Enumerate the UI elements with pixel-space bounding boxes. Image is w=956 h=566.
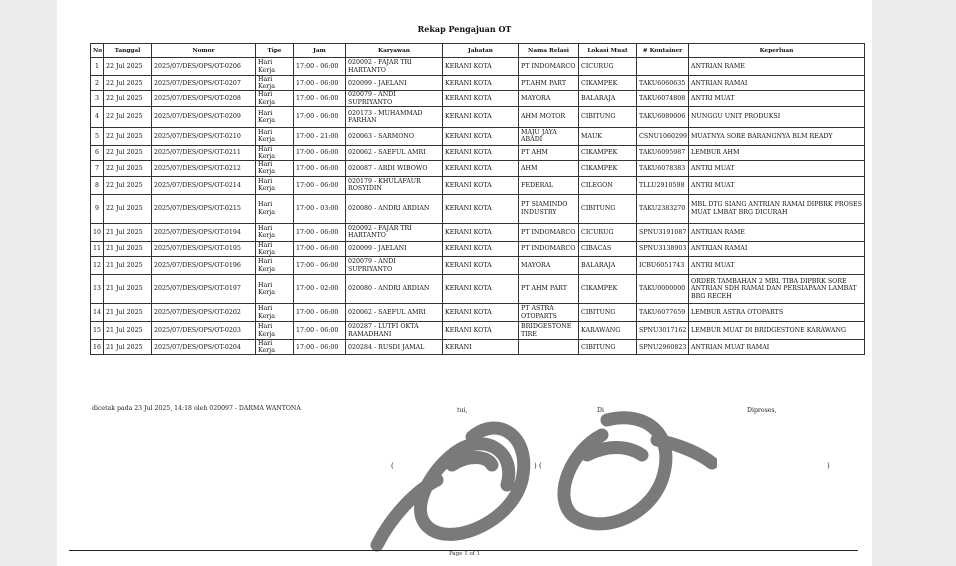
cell-karyawan: 020173 - MUHAMMAD FARHAN (346, 106, 443, 127)
cell-karyawan: 020080 - ANDRI ARDIAN (346, 275, 443, 304)
cell-keperluan: ANTRI MUAT (689, 257, 865, 275)
col-header-tanggal: Tanggal (104, 44, 152, 58)
col-header-jam: Jam (294, 44, 346, 58)
cell-no: 14 (91, 304, 104, 322)
cell-lokasi-muat: CICURUG (579, 58, 637, 76)
table-row (91, 241, 865, 256)
cell-kontainer: TAKU6089006 (637, 106, 689, 127)
cell-lokasi-muat: CIBITUNG (579, 194, 637, 223)
cell-karyawan: 020087 - ARDI WIBOWO (346, 161, 443, 176)
cell-tipe: Hari Kerja (256, 304, 294, 322)
cell-lokasi-muat: CILEGON (579, 176, 637, 194)
table-row (91, 91, 865, 106)
cell-tanggal: 22 Jul 2025 (104, 194, 152, 223)
cell-tipe: Hari Kerja (256, 161, 294, 176)
cell-lokasi-muat: CIKAMPEK (579, 145, 637, 160)
cell-nama-relasi: AHM MOTOR (519, 106, 579, 127)
cell-keperluan: LEMBUR ASTRA OTOPARTS (689, 304, 865, 322)
cell-tipe: Hari Kerja (256, 322, 294, 340)
col-header-lokasi-muat: Lokasi Muat (579, 44, 637, 58)
cell-kontainer: SPNU3017162 (637, 322, 689, 340)
cell-lokasi-muat: CIKAMPEK (579, 161, 637, 176)
cell-kontainer: TAKU6060635 (637, 76, 689, 91)
cell-tipe: Hari Kerja (256, 194, 294, 223)
cell-jam: 17:00 - 06:00 (294, 58, 346, 76)
cell-nama-relasi: PT SIAMINDO INDUSTRY (519, 194, 579, 223)
cell-jabatan: KERANI KOTA (443, 176, 519, 194)
cell-nomor: 2025/07/DES/OPS/OT-0212 (152, 161, 256, 176)
cell-keperluan: ANTRI MUAT (689, 161, 865, 176)
col-header-keperluan: Keperluan (689, 44, 865, 58)
cell-no: 1 (91, 58, 104, 76)
cell-no: 4 (91, 106, 104, 127)
cell-jam: 17:00 - 06:00 (294, 304, 346, 322)
cell-keperluan: ANTRIAN RAME (689, 58, 865, 76)
cell-no: 6 (91, 145, 104, 160)
cell-no: 2 (91, 76, 104, 91)
cell-karyawan: 020099 - JAELANI (346, 241, 443, 256)
cell-nomor: 2025/07/DES/OPS/OT-0197 (152, 275, 256, 304)
table-row (91, 176, 865, 194)
processed-label: Diproses, (747, 407, 777, 414)
cell-kontainer: TLLU2910598 (637, 176, 689, 194)
cell-jam: 17:00 - 06:00 (294, 76, 346, 91)
cell-nomor: 2025/07/DES/OPS/OT-0194 (152, 223, 256, 241)
cell-jam: 17:00 - 06:00 (294, 257, 346, 275)
cell-tipe: Hari Kerja (256, 275, 294, 304)
table-header-row (91, 44, 865, 58)
table-row (91, 322, 865, 340)
cell-keperluan: ANTRI MUAT (689, 176, 865, 194)
cell-kontainer: SPNU3191087 (637, 223, 689, 241)
cell-nomor: 2025/07/DES/OPS/OT-0196 (152, 257, 256, 275)
page-number: Page 1 of 1 (448, 551, 481, 557)
cell-nomor: 2025/07/DES/OPS/OT-0209 (152, 106, 256, 127)
table-row (91, 275, 865, 304)
cell-karyawan: 020062 - SAEFUL AMRI (346, 145, 443, 160)
table-row (91, 223, 865, 241)
cell-tanggal: 21 Jul 2025 (104, 322, 152, 340)
cell-jam: 17:00 - 02:00 (294, 275, 346, 304)
cell-jam: 17:00 - 06:00 (294, 91, 346, 106)
cell-lokasi-muat: BALARAJA (579, 257, 637, 275)
table-row (91, 145, 865, 160)
cell-jam: 17:00 - 06:00 (294, 145, 346, 160)
table-row (91, 257, 865, 275)
cell-keperluan: MUATNYA SORE BARANGNYA BLM READY (689, 127, 865, 145)
cell-keperluan: LEMBUR MUAT DI BRIDGESTONE KARAWANG (689, 322, 865, 340)
cell-lokasi-muat: CIBITUNG (579, 304, 637, 322)
cell-nama-relasi: PT AHM PART (519, 275, 579, 304)
cell-nomor: 2025/07/DES/OPS/OT-0214 (152, 176, 256, 194)
table-row (91, 106, 865, 127)
cell-jabatan: KERANI KOTA (443, 91, 519, 106)
cell-karyawan: 020080 - ANDRI ARDIAN (346, 194, 443, 223)
cell-nomor: 2025/07/DES/OPS/OT-0195 (152, 241, 256, 256)
cell-jabatan: KERANI KOTA (443, 145, 519, 160)
cell-no: 3 (91, 91, 104, 106)
cell-nama-relasi: MAYORA (519, 257, 579, 275)
cell-tanggal: 22 Jul 2025 (104, 145, 152, 160)
cell-nama-relasi: PT AHM (519, 145, 579, 160)
col-header-tipe: Tipe (256, 44, 294, 58)
cell-tanggal: 22 Jul 2025 (104, 176, 152, 194)
cell-kontainer: SPNU3138903 (637, 241, 689, 256)
cell-nama-relasi: FEDERAL (519, 176, 579, 194)
table-row (91, 194, 865, 223)
cell-jam: 17:00 - 21:00 (294, 127, 346, 145)
cell-no: 15 (91, 322, 104, 340)
approved-label: tui, (457, 407, 468, 414)
cell-nomor: 2025/07/DES/OPS/OT-0210 (152, 127, 256, 145)
cell-tipe: Hari Kerja (256, 145, 294, 160)
cell-no: 16 (91, 340, 104, 355)
cell-karyawan: 020099 - JAELANI (346, 76, 443, 91)
handwritten-signature-scribble (357, 395, 717, 560)
cell-nama-relasi (519, 340, 579, 355)
cell-keperluan: NUNGGU UNIT PRODUKSI (689, 106, 865, 127)
cell-nomor: 2025/07/DES/OPS/OT-0202 (152, 304, 256, 322)
cell-no: 12 (91, 257, 104, 275)
cell-nomor: 2025/07/DES/OPS/OT-0204 (152, 340, 256, 355)
cell-jabatan: KERANI KOTA (443, 76, 519, 91)
col-header-karyawan: Karyawan (346, 44, 443, 58)
cell-tipe: Hari Kerja (256, 223, 294, 241)
cell-karyawan: 020062 - SAEFUL AMRI (346, 304, 443, 322)
cell-karyawan: 020092 - FAJAR TRI HARTANTO (346, 58, 443, 76)
cell-jam: 17:00 - 06:00 (294, 106, 346, 127)
cell-no: 8 (91, 176, 104, 194)
cell-tanggal: 22 Jul 2025 (104, 58, 152, 76)
cell-keperluan: ANTRIAN RAME (689, 223, 865, 241)
cell-lokasi-muat: CIBITUNG (579, 106, 637, 127)
cell-jabatan: KERANI KOTA (443, 304, 519, 322)
cell-keperluan: ANTRI MUAT (689, 91, 865, 106)
cell-jam: 17:00 - 06:00 (294, 322, 346, 340)
cell-jabatan: KERANI KOTA (443, 161, 519, 176)
cell-kontainer: CSNU1060299 (637, 127, 689, 145)
table-row (91, 76, 865, 91)
cell-tipe: Hari Kerja (256, 76, 294, 91)
cell-lokasi-muat: CIKAMPEK (579, 76, 637, 91)
cell-jam: 17:00 - 06:00 (294, 161, 346, 176)
cell-nama-relasi: PT.AHM PART (519, 76, 579, 91)
cell-nama-relasi: BRIDGESTONE TIRE (519, 322, 579, 340)
col-header-kontainer: # Kontainer (637, 44, 689, 58)
cell-jabatan: KERANI KOTA (443, 106, 519, 127)
cell-karyawan: 020079 - ANDI SUPRIYANTO (346, 91, 443, 106)
cell-jabatan: KERANI KOTA (443, 322, 519, 340)
col-header-no: No (91, 44, 104, 58)
cell-jabatan: KERANI KOTA (443, 127, 519, 145)
cell-tanggal: 22 Jul 2025 (104, 106, 152, 127)
table-row (91, 340, 865, 355)
cell-lokasi-muat: KARAWANG (579, 322, 637, 340)
cell-nama-relasi: MAJU JAYA ABADI (519, 127, 579, 145)
cell-jam: 17:00 - 03:00 (294, 194, 346, 223)
cell-keperluan: ANTRIAN MUAT RAMAI (689, 340, 865, 355)
cell-no: 9 (91, 194, 104, 223)
cell-tipe: Hari Kerja (256, 91, 294, 106)
cell-tanggal: 22 Jul 2025 (104, 127, 152, 145)
cell-kontainer: TAKU0000000 (637, 275, 689, 304)
cell-tipe: Hari Kerja (256, 127, 294, 145)
cell-lokasi-muat: CIBITUNG (579, 340, 637, 355)
cell-jabatan: KERANI KOTA (443, 223, 519, 241)
cell-kontainer: TAKU6074808 (637, 91, 689, 106)
cell-lokasi-muat: CIKAMPEK (579, 275, 637, 304)
cell-no: 13 (91, 275, 104, 304)
cell-tanggal: 21 Jul 2025 (104, 304, 152, 322)
cell-karyawan: 020079 - ANDI SUPRIYANTO (346, 257, 443, 275)
cell-karyawan: 020063 - SARMONO (346, 127, 443, 145)
cell-nomor: 2025/07/DES/OPS/OT-0211 (152, 145, 256, 160)
cell-kontainer: ICBU6051743 (637, 257, 689, 275)
cell-nama-relasi: MAYORA (519, 91, 579, 106)
cell-karyawan: 020287 - LUTFI OKTA RAMADHANI (346, 322, 443, 340)
printed-info: dicetak pada 23 Jul 2025, 14:18 oleh 020097 - DARMA WANTONA (92, 405, 301, 412)
cell-nomor: 2025/07/DES/OPS/OT-0215 (152, 194, 256, 223)
overtime-table (90, 43, 865, 355)
signature-bracket-1: ( (391, 462, 394, 470)
cell-no: 7 (91, 161, 104, 176)
cell-jam: 17:00 - 06:00 (294, 223, 346, 241)
cell-tanggal: 21 Jul 2025 (104, 340, 152, 355)
cell-nomor: 2025/07/DES/OPS/OT-0203 (152, 322, 256, 340)
cell-kontainer: SPNU2960823 (637, 340, 689, 355)
cell-no: 10 (91, 223, 104, 241)
cell-tipe: Hari Kerja (256, 176, 294, 194)
cell-karyawan: 020092 - FAJAR TRI HARTANTO (346, 223, 443, 241)
cell-tanggal: 22 Jul 2025 (104, 161, 152, 176)
col-header-nama-relasi: Nama Relasi (519, 44, 579, 58)
cell-jabatan: KERANI KOTA (443, 58, 519, 76)
col-header-nomor: Nomor (152, 44, 256, 58)
cell-keperluan: ANTRIAN RAMAI (689, 76, 865, 91)
cell-keperluan: MBL DTG SIANG ANTRIAN RAMAI DIPBRK PROSES MUAT LMBAT BRG DICURAH (689, 194, 865, 223)
cell-tanggal: 22 Jul 2025 (104, 76, 152, 91)
cell-keperluan: ANTRIAN RAMAI (689, 241, 865, 256)
cell-karyawan: 020284 - RUSDI JAMAL (346, 340, 443, 355)
cell-nama-relasi: AHM (519, 161, 579, 176)
cell-lokasi-muat: CICURUG (579, 223, 637, 241)
table-row (91, 304, 865, 322)
cell-tipe: Hari Kerja (256, 241, 294, 256)
document-page (57, 0, 872, 566)
checked-label: Di (597, 407, 604, 414)
cell-kontainer: TAKU6095987 (637, 145, 689, 160)
cell-karyawan: 020179 - KHULAFAUR ROSYIDIN (346, 176, 443, 194)
cell-lokasi-muat: CIBACAS (579, 241, 637, 256)
table-row (91, 58, 865, 76)
table-row (91, 127, 865, 145)
cell-kontainer: TAKU6078383 (637, 161, 689, 176)
cell-lokasi-muat: BALARAJA (579, 91, 637, 106)
signature-bracket-3: ) (827, 462, 830, 470)
cell-jabatan: KERANI KOTA (443, 257, 519, 275)
cell-tanggal: 21 Jul 2025 (104, 275, 152, 304)
cell-keperluan: ORDER TAMBAHAN 2 MBL TIBA DIPBRK SORE ANTRIAN SDH RAMAI DAN PERSIAPAAN LAMBAT BRG RECEH (689, 275, 865, 304)
cell-nama-relasi: PT INDOMARCO (519, 58, 579, 76)
cell-nomor: 2025/07/DES/OPS/OT-0208 (152, 91, 256, 106)
cell-tipe: Hari Kerja (256, 257, 294, 275)
document-title: Rekap Pengajuan OT (417, 24, 512, 34)
cell-tipe: Hari Kerja (256, 340, 294, 355)
cell-no: 5 (91, 127, 104, 145)
cell-kontainer: TAKU6077659 (637, 304, 689, 322)
cell-nama-relasi: PT INDOMARCO (519, 241, 579, 256)
cell-jabatan: KERANI KOTA (443, 241, 519, 256)
cell-tanggal: 21 Jul 2025 (104, 257, 152, 275)
cell-jam: 17:00 - 06:00 (294, 176, 346, 194)
cell-jam: 17:00 - 06:00 (294, 340, 346, 355)
cell-nomor: 2025/07/DES/OPS/OT-0207 (152, 76, 256, 91)
cell-nama-relasi: PT INDOMARCO (519, 223, 579, 241)
cell-jabatan: KERANI KOTA (443, 194, 519, 223)
table-row (91, 161, 865, 176)
cell-jam: 17:00 - 06:00 (294, 241, 346, 256)
signature-bracket-2: ) ( (534, 462, 542, 470)
cell-tipe: Hari Kerja (256, 106, 294, 127)
cell-tanggal: 21 Jul 2025 (104, 223, 152, 241)
cell-jabatan: KERANI (443, 340, 519, 355)
cell-no: 11 (91, 241, 104, 256)
cell-kontainer: TAKU2383270 (637, 194, 689, 223)
cell-tanggal: 21 Jul 2025 (104, 241, 152, 256)
cell-nama-relasi: PT ASTRA OTOPARTS (519, 304, 579, 322)
cell-tanggal: 22 Jul 2025 (104, 91, 152, 106)
cell-keperluan: LEMBUR AHM (689, 145, 865, 160)
cell-nomor: 2025/07/DES/OPS/OT-0206 (152, 58, 256, 76)
cell-kontainer (637, 58, 689, 76)
col-header-jabatan: Jabatan (443, 44, 519, 58)
cell-tipe: Hari Kerja (256, 58, 294, 76)
cell-lokasi-muat: MAUK (579, 127, 637, 145)
cell-jabatan: KERANI KOTA (443, 275, 519, 304)
